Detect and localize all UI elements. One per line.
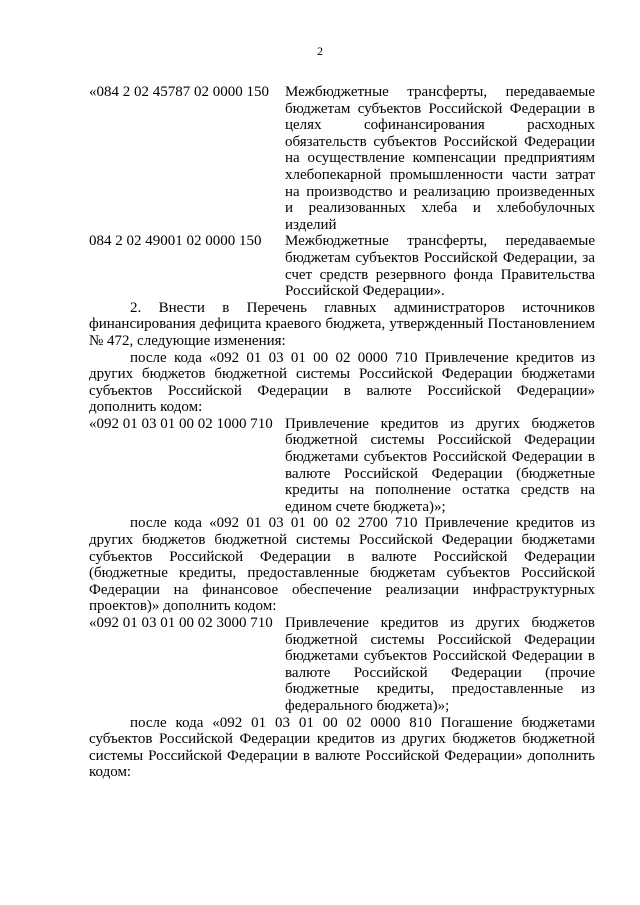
- budget-code: «084 2 02 45787 02 0000 150: [89, 84, 269, 100]
- paragraph-item-2: 2. Внести в Перечень главных администраторов источников финансирования дефицита краевого бюджета, утвержденный Постановлением № 472, следующие изменения:: [89, 299, 595, 349]
- code-description: Привлечение кредитов из других бюджетов бюджетной системы Российской Федерации бюджетами субъектов Российской Федерации в валюте Российской Федерации (бюджетные кредиты на пополнение остатка средств на едином счете бюджета)»;: [285, 415, 595, 515]
- code-description: Межбюджетные трансферты, передаваемые бюджетам субъектов Российской Федерации в целях софинансирования расходных обязательств субъектов Российской Федерации на осуществление компенсации предприятиям хлебопекарной промышленности части затрат на производство и реализацию произведенных и реализованных хлеба и хлебобулочных изделий: [285, 84, 595, 233]
- page-number: 2: [317, 44, 323, 58]
- code-description: Межбюджетные трансферты, передаваемые бюджетам субъектов Российской Федерации, за счет средств резервного фонда Правительства Российской Федерации».: [285, 233, 595, 300]
- code-row: [89, 233, 595, 299]
- code-row: [89, 416, 595, 516]
- paragraph-after-code: после кода «092 01 03 01 00 02 0000 710 Привлечение кредитов из других бюджетов бюджетной системы Российской Федерации бюджетами субъектов Российской Федерации в валюте Российской Федерации» дополнить кодом:: [89, 349, 595, 416]
- budget-code: «092 01 03 01 00 02 3000 710: [89, 615, 273, 631]
- code-description: Привлечение кредитов из других бюджетов бюджетной системы Российской Федерации бюджетами субъектов Российской Федерации в валюте Российской Федерации (прочие бюджетные кредиты, предоставленные из федерального бюджета)»;: [285, 615, 595, 714]
- paragraph-after-code: после кода «092 01 03 01 00 02 0000 810 Погашение бюджетами субъектов Российской Федерации кредитов из других бюджетов бюджетной системы Российской Федерации в валюте Российской Федерации» дополнить кодом:: [89, 714, 595, 781]
- budget-code: 084 2 02 49001 02 0000 150: [89, 233, 262, 250]
- code-row: [89, 615, 595, 715]
- document-body: [89, 84, 595, 781]
- paragraph-after-code: после кода «092 01 03 01 00 02 2700 710 Привлечение кредитов из других бюджетов бюджетной системы Российской Федерации бюджетами субъектов Российской Федерации в валюте Российской Федерации (бюджетные кредиты, предоставленные бюджетам субъектов Российской Федерации на финансовое обеспечение реализации инфраструктурных проектов)» дополнить кодом:: [89, 515, 595, 615]
- code-row: [89, 84, 595, 233]
- budget-code: «092 01 03 01 00 02 1000 710: [89, 415, 273, 432]
